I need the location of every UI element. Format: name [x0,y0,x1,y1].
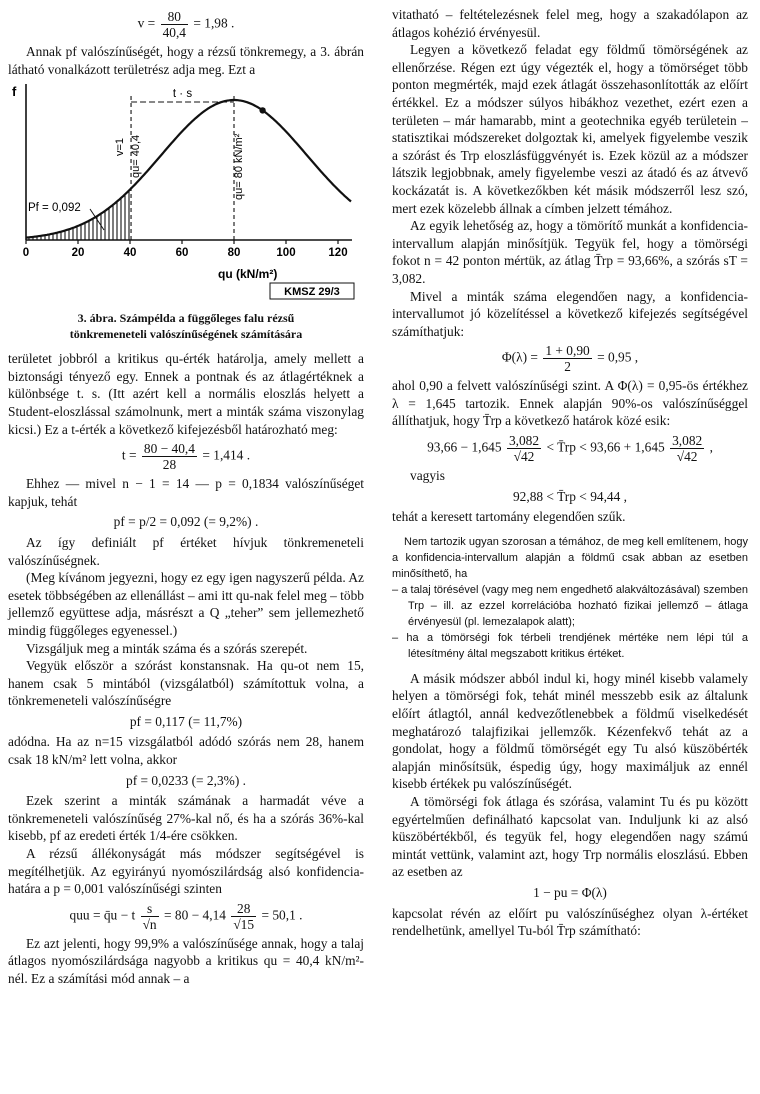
eq-phi-rhs: = 0,95 , [597,349,639,365]
eq-int-num-2: 3,082 [672,433,703,449]
shaded-area-group [26,190,131,241]
x-tick-label: 40 [123,247,137,260]
small-print-note [392,534,748,662]
x-tick-label: 0 [22,247,30,260]
eq-qu-rhs: = 50,1 . [261,907,303,923]
eq-v-num: 80 [161,9,188,25]
vagyis-text: vagyis [410,468,445,484]
eq-int-mid: < T̄rp < 93,66 + 1,645 [546,439,665,455]
ts-label: t · s [172,88,193,101]
eq-t-fraction [142,441,197,472]
kmsz-label: KMSZ 29/3 [284,286,340,299]
eq-phi-lhs: Φ(λ) = [501,349,538,365]
right-paragraph-3: Az egyik lehetőség az, hogy a tömörítő munkát a konfidencia-intervallum alapján minősítjük. Tegyük fel, hogy a tömörségi fokot n = 42 ponton mértük, az átlag T̄rp = 93,66%, a szórás sT = 3,082. [392,218,748,286]
x-tick-label: 60 [175,247,189,260]
equation-interval [392,433,748,464]
shaded-failure-area [26,190,131,241]
x-axis-label: qu (kN/m²) [218,267,278,282]
right-paragraph-6: tehát a keresett tartomány elegendően szűk. [392,509,626,525]
figure-caption-line-2: tönkremeneteli valószínűségének számítására [69,327,303,342]
left-paragraph-9: Ezek szerint a minták számának a harmadát véve a tönkremeneteli valószínűség 27%-kal nő, és ha a szórás 36%-kal kisebb, pf az eredeti érték 1/4-ére csökken. [8,793,364,844]
eq-qu-den-2: √15 [233,916,255,932]
right-paragraph-8: A tömörségi fok átlaga és szórása, valamint Tu és pu között egyértelműen definálható kapcsolat van. Induljunk ki az alsó küszöbértékből, és tegyük fel, hogy elegendően nagy számú mintát vettünk, valamint azt, hogy Trp normális eloszlású. Ebben az esetben az [392,794,748,880]
x-tick-label: 20 [71,247,85,260]
equation-qu [8,901,364,932]
right-paragraph-5: ahol 0,90 a felvett valószínűségi szint. A Φ(λ) = 0,95-ös értékhez λ = 1,645 tartozik. Ennek alapján 90%-os valószínűséggel állíthatjuk, hogy T̄rp a következő határok közé esik: [392,378,748,429]
left-column [8,6,364,988]
eq-v-lhs: v = [137,15,156,31]
pf-label: Pf = 0,092 [28,202,81,215]
left-paragraph-11: Ez azt jelenti, hogy 99,9% a valószínűsége annak, hogy a talaj átlagos nyomószilárdsága nagyobb a kritikus qu = 40,4 kN/m²-nél. Ez a számítási mód annak – a [8,935,364,986]
left-paragraph-7: Vegyük először a szórást konstansnak. Ha qu-ot nem 15, hanem csak 5 mintából (vizsgálatból) számítottuk volna, a tönkremeneteli valószínűségre [8,658,364,709]
qu-mean-label: qu= 80 kN/m² [233,133,245,201]
left-paragraph-2: területet jobbról a kritikus qu-érték határolja, amely mellett a biztonsági tényező egy. Ennek a pontnak és az átlagértéknek a különbsége t. s. (Itt azért kell a normális eloszlás helyett a Student-eloszlással számolnunk, mert a minták száma viszonylag kicsi.) Ez a t-érték a következő kifejezésből határozható meg: [8,351,364,437]
equation-v [8,9,364,40]
right-paragraph-1: vitatható – feltételezésnek felel meg, hogy a szakadólapon az átlagos kohézió érvényesül. [392,7,748,40]
eq-phi-den: 2 [564,359,571,375]
equation-range: 92,88 < T̄rp < 94,44 , [512,488,628,504]
left-paragraph-8: adódna. Ha az n=15 vizsgálatból adódó szórás nem 28, hanem csak 18 kN/m² lett volna, akkor [8,734,364,768]
eq-qu-num-2: 28 [231,901,256,917]
figure-distribution-chart [8,78,364,308]
distribution-curve [26,100,351,238]
x-ticks-group [23,240,348,259]
left-paragraph-3: Ehhez — mivel n − 1 = 14 — p = 0,1834 valószínűséget kapjuk, tehát [8,476,364,509]
left-paragraph-6: Vizsgáljuk meg a minták száma és a szórás szerepét. [26,640,308,656]
eq-qu-fraction-2 [231,901,256,932]
eq-t-rhs: = 1,414 . [202,447,251,463]
eq-int-den-2: √42 [676,449,698,465]
curve-marker-point [259,107,265,113]
left-paragraph-10: A rézsű állékonyságát más módszer segítségével is megítélhetjük. Az egyirányú nyomószilárdság alsó konfidencia-határa a p = 0,001 valószínűségi szinten [8,846,364,897]
eq-qu-den-1: √n [142,916,157,932]
equation-t [8,441,364,472]
x-tick-label: 120 [328,247,348,260]
eq-int-end: , [709,439,713,455]
right-paragraph-2: Legyen a következő feladat egy földmű tömörségének az ellenőrzése. Régen ezt úgy végezték el, hogy a tömörséget több ponton megmérték, majd ezek átlagát összehasonlították az előírt értékkel. Ez a módszer súlyos hibákhoz vezethet, ezért ezen a területen – már hamarabb, mint a geotechnika egyéb területein – statisztikai módszereket dolgoztak ki, amelyek figyelembe veszik a szórást és Trp eloszlásfüggvényét is. Ezek közül az a módszer látszik legjobbnak, amely figyelembe veszi az átadó és az átvevő kockázatát is. A következőkben két másik módszerről lesz szó, mert ezek közelebb állnak a címben jelzett témához. [392,42,748,216]
equation-pf-3: pf = 0,0233 (= 2,3%) . [126,772,246,788]
x-tick-label: 100 [276,247,296,260]
x-tick-label: 80 [227,247,241,260]
eq-t-den: 28 [162,457,177,473]
eq-qu-num-1: s [141,901,159,917]
eq-t-lhs: t = [121,447,137,463]
eq-qu-lhs: quu = q̄u − t [69,907,136,923]
equation-phi [392,343,748,374]
small-note-1: Nem tartozik ugyan szorosan a témához, de meg kell említenem, hogy a konfidencia-intervallum alapján a földmű csak abban az esetben minősíthető, ha [392,535,748,580]
right-paragraph-7: A másik módszer abból indul ki, hogy minél kisebb valamely helyen a tömörségi fok, tehát minél messzebb esik az általunk előírt átlagtól, annál kedvezőtlenebbek a földmű viselkedését meghatározó talajfizikai jellemzők. Kézenfekvő tehát az a gondolat, hogy a földmű tömörségét egy Tu alsó küszöbérték alapján minősítsük, éspedig úgy, hogy maximáljuk az ennél kisebb értékek pu valószínűségét. [392,670,748,792]
qu-critical-label: qu= 40,4 [130,135,143,179]
left-paragraph-5: (Meg kívánom jegyezni, hogy ez egy igen nagyszerű példa. Az esetek többségében az ellenállást – ami itt qu-nak felel meg – több jellemző együttese adja, másrészt a Q „teher” sem jellemezhető mindig függőleges egyenessel.) [8,570,364,638]
eq-t-num: 80 − 40,4 [143,441,195,457]
right-column [392,6,748,940]
eq-int-num-1: 3,082 [508,433,540,449]
figure-caption [8,310,364,342]
eq-qu-fraction-1 [141,901,159,932]
equation-pf-2: pf = 0,117 (= 11,7%) [129,713,243,729]
figure-caption-line-1: 3. ábra. Számpélda a függőleges falu rézsű [77,311,295,326]
equation-pu: 1 − pu = Φ(λ) [533,884,607,900]
equation-pf: pf = p/2 = 0,092 (= 9,2%) . [113,514,259,530]
eq-int-fraction-2 [670,433,704,464]
eq-int-fraction-1 [507,433,541,464]
eq-v-den: 40,4 [162,25,186,40]
eq-phi-num: 1 + 0,90 [545,343,590,359]
v-equals-one-label: v=1 [114,138,127,157]
eq-int-den-1: √42 [513,449,535,465]
eq-v-fraction [161,9,188,40]
right-paragraph-4: Mivel a minták száma elegendően nagy, a konfidencia-intervallumot jó közelítéssel a következő kifejezés segítségével számíthatjuk: [392,288,748,339]
eq-int-left: 93,66 − 1,645 [427,439,502,455]
eq-phi-fraction [543,343,591,374]
eq-v-rhs: = 1,98 . [193,15,235,31]
small-note-item-2: – ha a tömörségi fok térbeli trendjének mértéke nem lépi túl a létesítmény által megszabott kritikus értéket. [392,631,748,660]
y-axis-label: f [12,84,17,100]
dashed-lines-group [131,96,234,240]
left-paragraph-1: Annak pf valószínűségét, hogy a rézsű tönkremegy, a 3. ábrán látható vonalkázott területrész adja meg. Ezt a [8,44,364,77]
left-paragraph-4: Az így definiált pf értéket hívjuk tönkremeneteli valószínűségnek. [8,534,364,568]
eq-qu-mid: = 80 − 4,14 [163,907,226,923]
small-note-item-1: – a talaj törésével (vagy meg nem engedhető alakváltozásával) szemben Trp – ill. az ezzel korrelációba hozható fizikai jellemző – átlaga érvényesül (pl. lemezalapok alatt); [392,583,748,628]
right-paragraph-9: kapcsolat révén az előírt pu valószínűséghez olyan λ-értéket rendelhetünk, amellyel Tu-ból T̄rp számítható: [392,905,748,939]
